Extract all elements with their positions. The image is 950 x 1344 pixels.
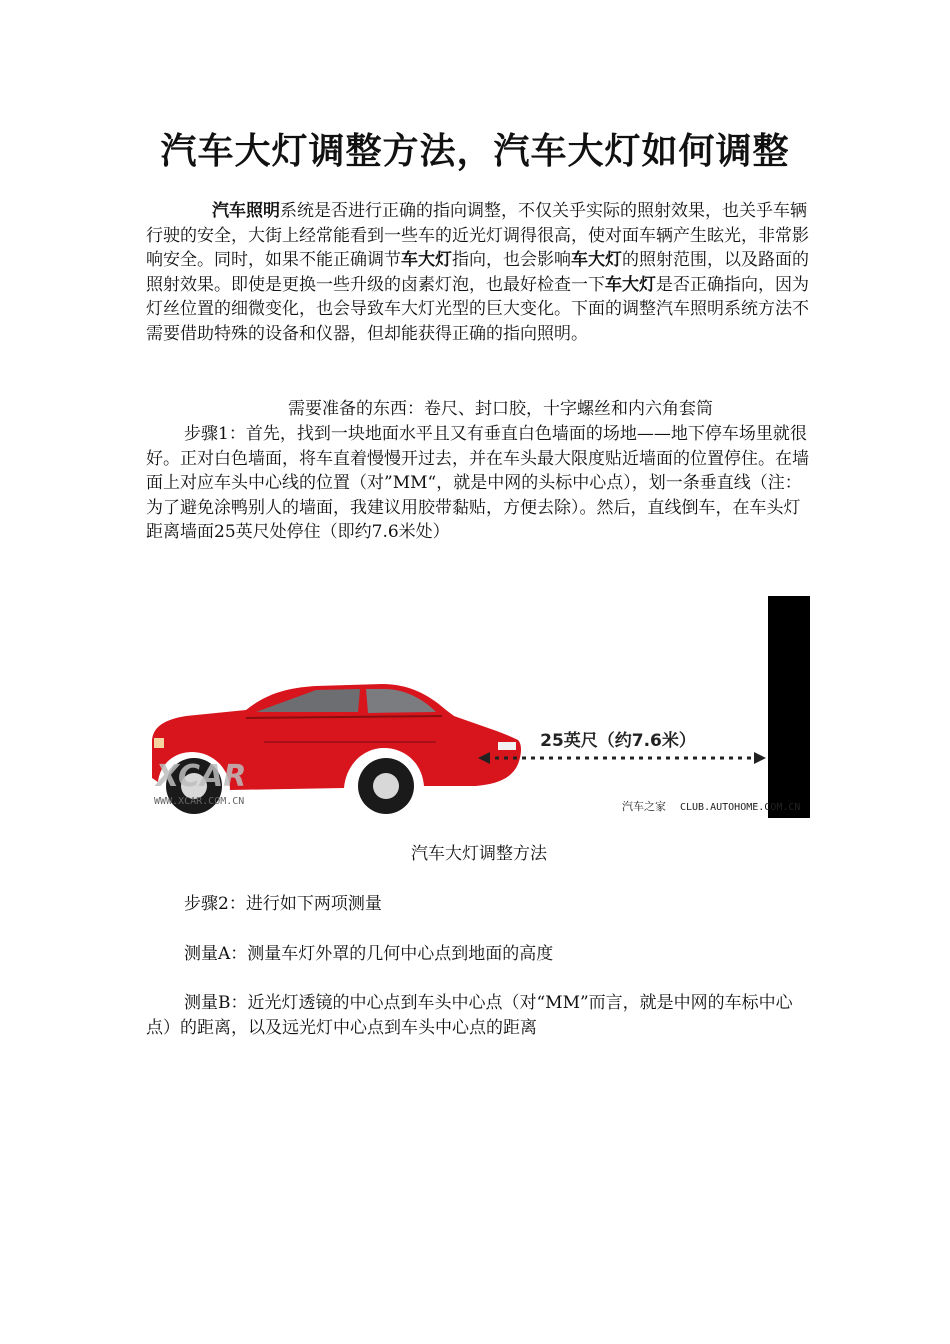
xcar-logo: XCAR [156,759,247,794]
bold-term: 车大灯 [571,250,622,270]
car-illustration [152,684,521,814]
figure-caption: 汽车大灯调整方法 [411,844,547,864]
intro-text: 系统是否进行正确的指向调整，不仅关乎实际的照射效果，也关乎车辆行驶的安全，大街上经常能看到一些车的近光灯调得很高，使对面车辆产生眩光，非常影响安全。同时，如果不能正确调节 [146,201,809,270]
taillight-shape [154,738,164,748]
page-title: 汽车大灯调整方法，汽车大灯如何调整 [160,131,790,172]
bold-term: 汽车照明 [212,201,280,221]
prep-list: 需要准备的东西：卷尺、封口胶，十字螺丝和内六角套筒 [288,399,713,419]
intro-paragraph [146,199,812,346]
distance-label: 25英尺（约7.6米） [540,731,696,751]
measure-b-paragraph: 测量B：近光灯透镜的中心点到车头中心点（对“MM”而言，就是中网的车标中心点）的距离，以及远光灯中心点到车头中心点的距离 [146,993,793,1038]
headlight-shape [498,742,516,750]
intro-text: 的照射范围，以及路面的照射效果。即使是更换一些升级的卤素灯泡，也最好检查一下 [146,250,809,295]
step-2-paragraph: 步骤2：进行如下两项测量 [184,894,382,914]
front-hub [373,773,399,799]
bold-term: 车大灯 [605,274,656,295]
headlight-distance-figure [146,592,816,822]
intro-text: 指向，也会影响 [452,250,571,270]
arrow-right-icon [754,752,766,764]
measure-a-paragraph: 测量A：测量车灯外罩的几何中心点到地面的高度 [184,944,554,964]
bold-term: 车大灯 [401,250,452,270]
xcar-url: WWW.XCAR.COM.CN [154,796,245,807]
credit-url: CLUB.AUTOHOME.COM.CN [680,802,801,813]
wall-shape [768,596,810,818]
intro-text: 是否正确指向，因为灯丝位置的细微变化，也会导致车大灯光型的巨大变化。下面的调整汽车照明系统方法不需要借助特殊的设备和仪器，但却能获得正确的指向照明。 [146,274,809,344]
figure-illustration [146,592,816,822]
credit-label: 汽车之家 [622,800,666,813]
step-1-paragraph: 步骤1：首先，找到一块地面水平且又有垂直白色墙面的场地——地下停车场里就很好。正对白色墙面，将车直着慢慢开过去，并在车头最大限度贴近墙面的位置停住。在墙面上对应车头中心线的位置（对”MM“，就是中网的头标中心点），划一条垂直线（注：为了避免涂鸭别人的墙面，我建议用胶带黏贴，方便去除）。然后，直线倒车，在车头灯距离墙面25英尺处停住（即约7.6米处） [146,424,809,542]
